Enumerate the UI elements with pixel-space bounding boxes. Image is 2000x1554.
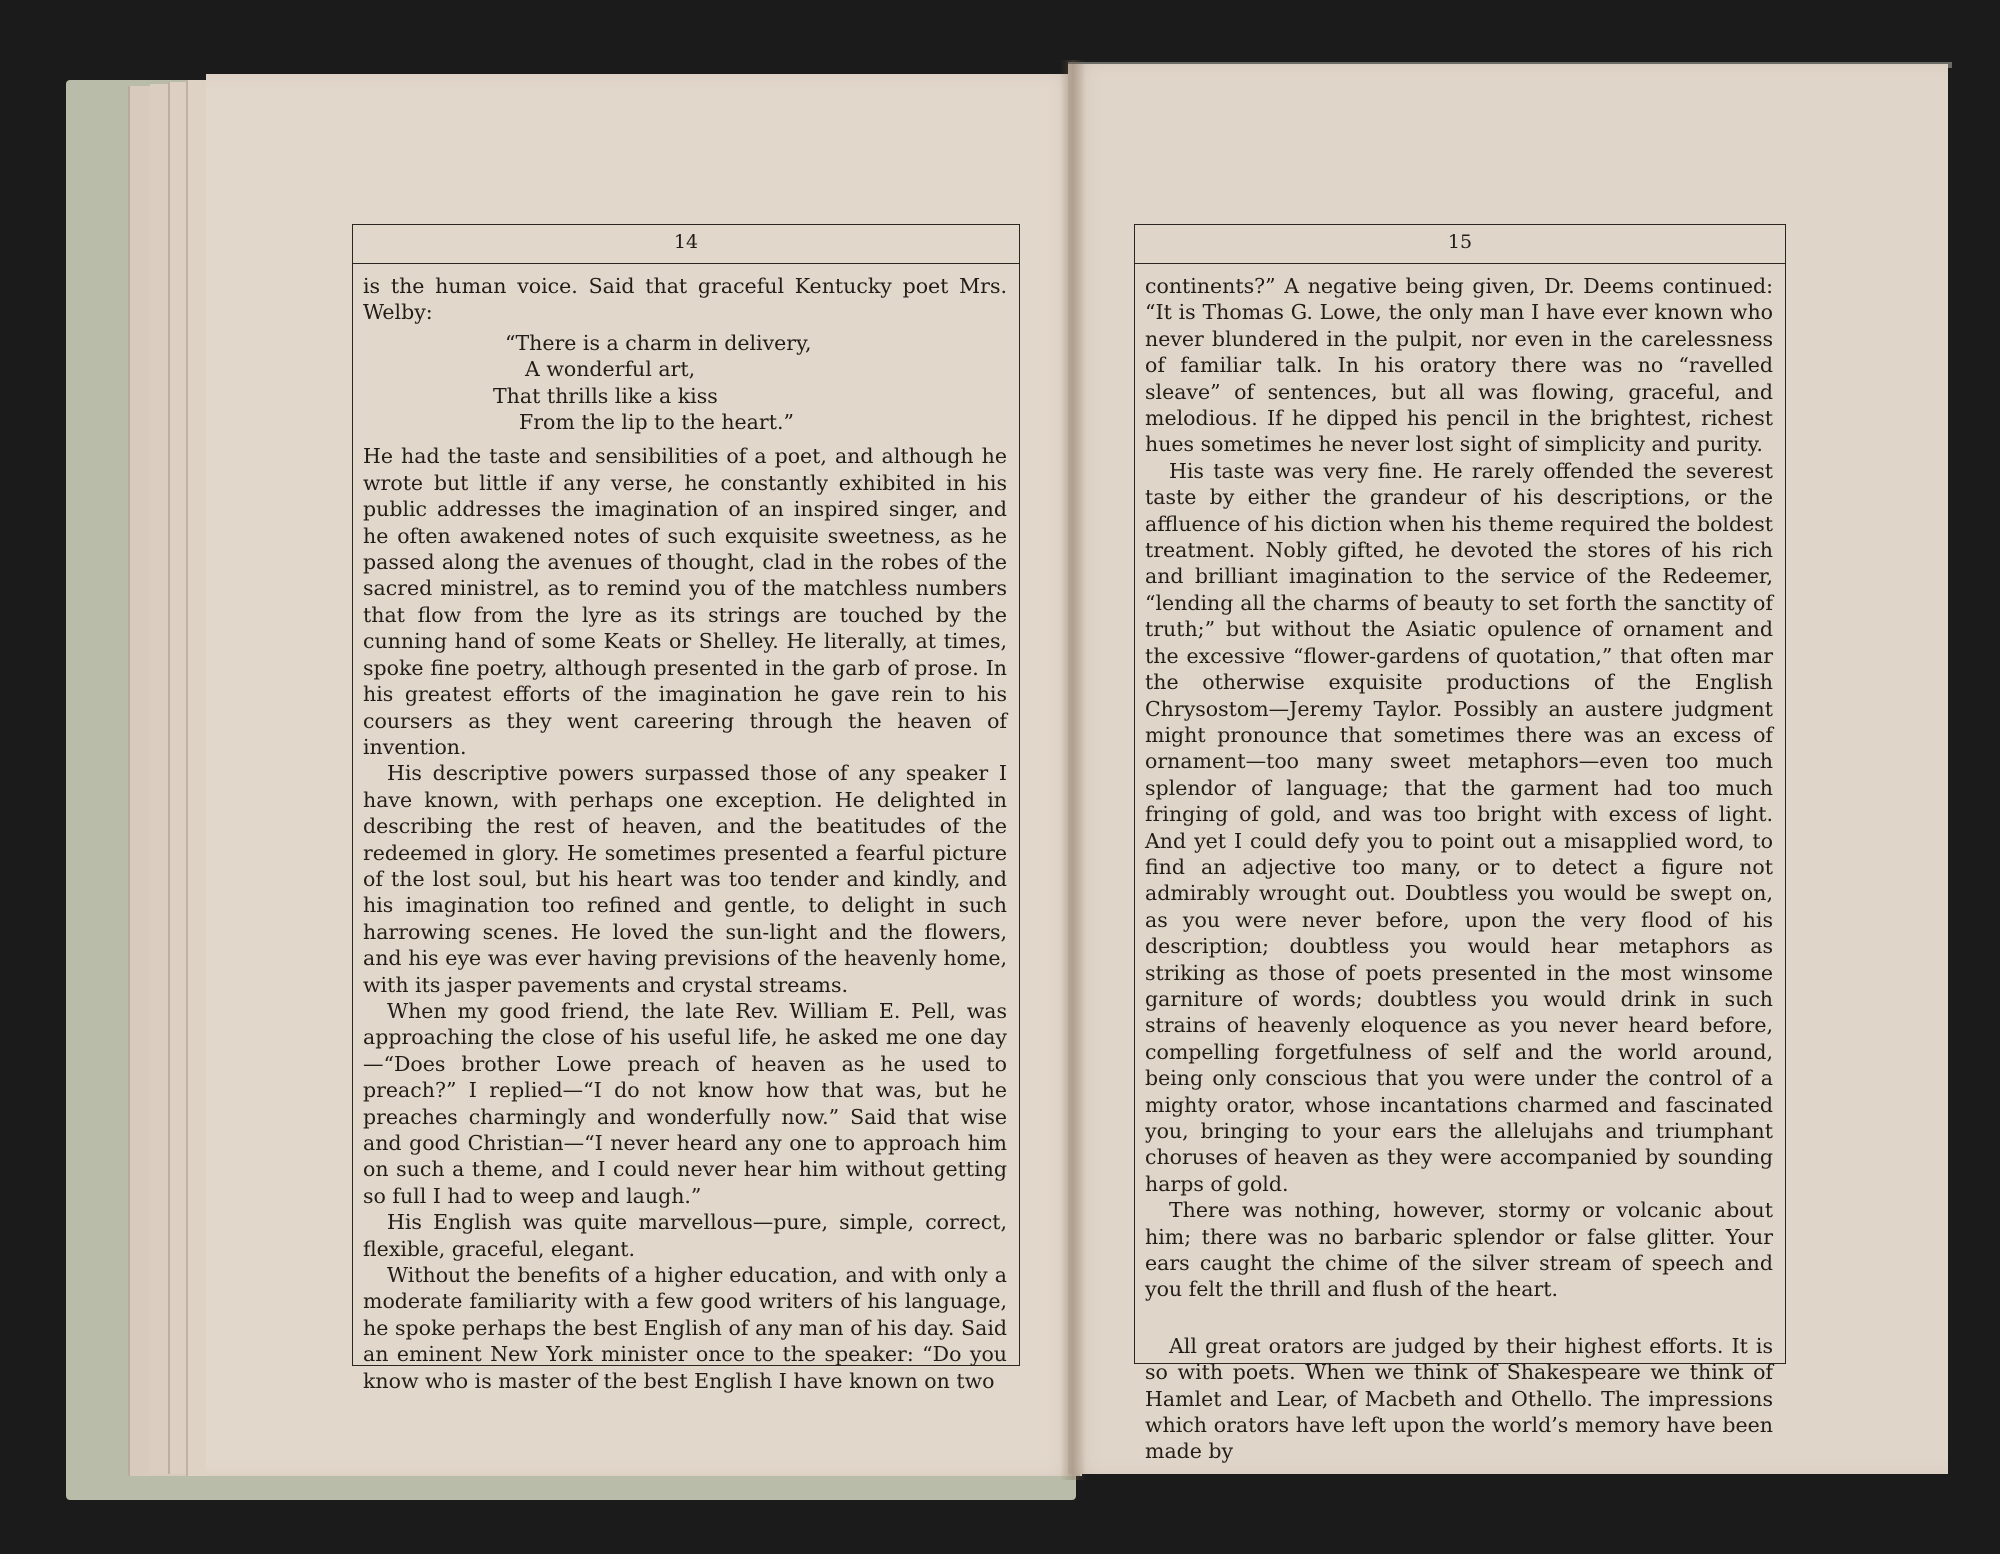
section-gap xyxy=(1145,1303,1773,1333)
left-text-frame xyxy=(352,224,1020,1393)
paragraph: His taste was very fine. He rarely offended the severest taste by either the grandeur of his descriptions, or the affluence of his diction when his theme required the boldest treatment. Nobly gifted, he devoted the stores of his rich and brilliant imagination to the service of the Redeemer, “lending all the charms of beauty to set forth the sanctity of truth;” but without the Asiatic opulence of ornament and the excessive “flower-gardens of quotation,” that often mar the otherwise exquisite productions of the English Chrysostom—Jeremy Taylor. Possibly an austere judgment might pronounce that sometimes there was an excess of ornament—too many sweet metaphors—even too much splendor of language; that the garment had too much fringing of gold, and was too bright with excess of light. And yet I could defy you to point out a misapplied word, to find an adjective too many, or to detect a figure not admirably wrought out. Doubtless you would be swept on, as you were never before, upon the very flood of his description; doubtless you would hear metaphors as striking as those of poets presented in the most winsome garniture of words; doubtless you would drink in such strains of heavenly eloquence as you never heard before, compelling forgetfulness of self and the world around, being only conscious that you were under the control of a mighty orator, whose incantations charmed and fascinated you, bringing to your ears the allelujahs and triumphant choruses of heaven as they were accompanied by sounding harps of gold. xyxy=(1145,458,1773,1196)
verse-line: A wonderful art, xyxy=(525,357,696,382)
page-number: 15 xyxy=(1447,231,1473,253)
paragraph: There was nothing, however, stormy or volcanic about him; there was no barbaric splendor or false glitter. Your ears caught the chime of the silver stream of speech and you felt the thrill and flush of the heart. xyxy=(1145,1198,1773,1302)
book-spine xyxy=(1060,60,1086,1480)
paragraph: continents?” A negative being given, Dr. Deems continued: “It is Thomas G. Lowe, the only man I have ever known who never blundered in the pulpit, nor even in the carelessness of familiar talk. In his oratory there was no “ravelled sleave” of sentences, but all was flowing, graceful, and melodious. If he dipped his pencil in the brightest, richest hues sometimes he never lost sight of simplicity and purity. xyxy=(1145,274,1773,457)
verse-line: That thrills like a kiss xyxy=(493,383,718,408)
header-rule xyxy=(353,263,1019,264)
header-rule xyxy=(1135,263,1785,264)
paragraph: All great orators are judged by their highest efforts. It is so with poets. When we think of Shakespeare we think of Hamlet and Lear, of Macbeth and Othello. The impressions which orators have left upon the world’s memory have been made by xyxy=(1145,1333,1773,1464)
paragraph: When my good friend, the late Rev. William E. Pell, was approaching the close of his useful life, he asked me one day—“Does brother Lowe preach of heaven as he used to preach?” I replied—“I do not know how that was, but he preaches charmingly and wonderfully now.” Said that wise and good Christian—“I never heard any one to approach him on such a theme, and I could never hear him without getting so full I had to weep and laugh.” xyxy=(363,998,1007,1208)
verse-quote xyxy=(363,330,1007,436)
right-text-body xyxy=(1145,273,1773,1465)
right-text-frame xyxy=(1134,224,1786,1464)
paragraph: His English was quite marvellous—pure, simple, correct, flexible, graceful, elegant. xyxy=(363,1210,1007,1261)
verse-line: “There is a charm in delivery, xyxy=(505,330,812,355)
page-number: 14 xyxy=(673,231,699,253)
paragraph: Without the benefits of a higher education, and with only a moderate familiarity with a few good writers of his language, he spoke perhaps the best English of any man of his day. Said an eminent New York minister once to the speaker: “Do you know who is master of the best English I have known on two xyxy=(363,1263,1007,1393)
opening-line: is the human voice. Said that graceful Kentucky poet Mrs. Welby: xyxy=(363,274,1007,325)
verse-line: From the lip to the heart.” xyxy=(519,410,794,435)
paragraph: His descriptive powers surpassed those of any speaker I have known, with perhaps one exception. He delighted in describing the rest of heaven, and the beatitudes of the redeemed in glory. He sometimes presented a fearful picture of the lost soul, but his heart was too tender and kindly, and his imagination too refined and gentle, to delight in such harrowing scenes. He loved the sun-light and the flowers, and his eye was ever having previsions of the heavenly home, with its jasper pavements and crystal streams. xyxy=(363,761,1007,997)
paragraph: He had the taste and sensibilities of a poet, and although he wrote but little if any verse, he constantly exhibited in his public addresses the imagination of an inspired singer, and he often awakened notes of such exquisite sweetness, as he passed along the avenues of thought, clad in the robes of the sacred ministrel, as to remind you of the matchless numbers that flow from the lyre as its strings are touched by the cunning hand of some Keats or Shelley. He literally, at times, spoke fine poetry, although presented in the garb of prose. In his greatest efforts of the imagination he gave rein to his coursers as they went careering through the heaven of invention. xyxy=(363,444,1007,759)
left-text-body xyxy=(363,273,1007,1394)
